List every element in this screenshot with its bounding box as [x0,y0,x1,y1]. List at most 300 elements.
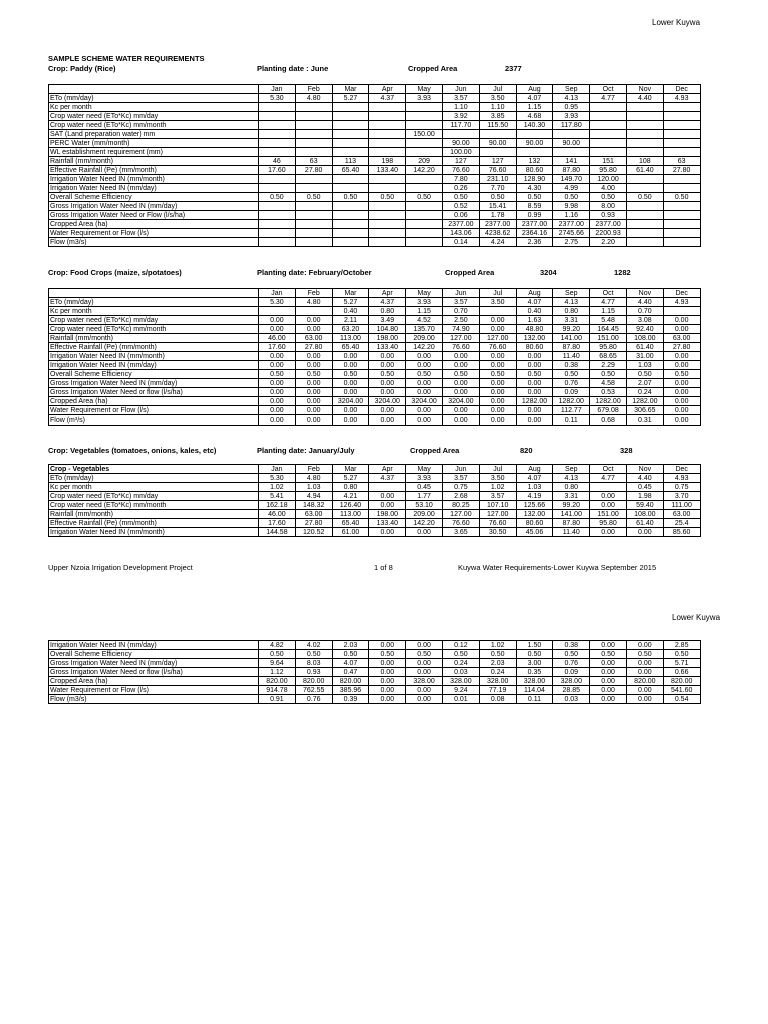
veg-cell: 151.00 [590,510,627,519]
veg-row-label: Effective Rainfall (Pe) (mm/month) [49,519,259,528]
page2-cell: 9.24 [442,686,479,695]
food-cell: 0.40 [332,307,369,316]
paddy-cell [332,184,369,193]
document-title: SAMPLE SCHEME WATER REQUIREMENTS [48,54,205,63]
paddy-cell: 61.40 [626,166,663,175]
food-cell [259,307,296,316]
paddy-cell: 113 [332,157,369,166]
paddy-cell [663,202,700,211]
food-row [49,361,701,370]
food-cell: 61.40 [626,343,663,352]
veg-cell: 3.65 [442,528,479,537]
paddy-cell [626,103,663,112]
food-cell: 27.80 [295,343,332,352]
paddy-cell [369,103,406,112]
food-cell: 4.13 [553,298,590,307]
veg-cell: 25.4 [663,519,700,528]
food-cell: 3204.00 [406,397,443,406]
food-cell: 1.15 [406,307,443,316]
veg-cell: 133.40 [369,519,406,528]
paddy-cell: 2377.00 [516,220,553,229]
paddy-cell [590,139,627,148]
paddy-month-header: Jul [479,85,516,94]
veg-cell: 4.07 [516,474,553,483]
page2-row [49,695,701,704]
food-cell: 0.11 [553,415,590,426]
paddy-row-label: Crop water need (ETo*Kc) mm/month [49,121,259,130]
food-cell: 1.03 [626,361,663,370]
paddy-cell: 46 [259,157,296,166]
paddy-cell [590,148,627,157]
food-row-label: Crop water need (ETo*Kc) mm/day [49,316,259,325]
paddy-cell [406,175,443,184]
paddy-cell: 2377.00 [479,220,516,229]
page2-cell: 1.02 [479,641,516,650]
veg-planting-date: Planting date: January/July [257,446,355,455]
page2-row [49,677,701,686]
paddy-cell [663,175,700,184]
food-cell: 0.00 [442,388,479,397]
food-cell: 4.52 [406,316,443,325]
food-month-header: Dec [663,289,700,298]
veg-month-header: Apr [369,465,406,474]
food-cell: 0.50 [626,370,663,379]
paddy-cell: 117.70 [442,121,479,130]
page2-row [49,650,701,659]
food-cell: 0.00 [295,361,332,370]
food-cell: 3204.00 [332,397,369,406]
paddy-month-header: Jun [442,85,479,94]
food-cell: 5.30 [259,298,296,307]
paddy-row [49,202,701,211]
paddy-cell: 63 [295,157,332,166]
food-row [49,397,701,406]
paddy-cell [295,220,332,229]
veg-month-header: Nov [626,465,663,474]
paddy-cell [369,211,406,220]
food-cell: 0.00 [516,415,553,426]
veg-cell: 3.57 [479,492,516,501]
food-cell: 5.27 [332,298,369,307]
veg-row [49,483,701,492]
paddy-cell [332,220,369,229]
paddy-row [49,175,701,184]
paddy-row [49,130,701,139]
veg-cell: 53.10 [406,501,443,510]
veg-cell: 1.98 [626,492,663,501]
food-cell: 0.00 [442,361,479,370]
food-planting-date: Planting date: February/October [257,268,372,277]
paddy-cell: 2377.00 [553,220,590,229]
food-row-label: Rainfall (mm/month) [49,334,259,343]
paddy-cell: 3.85 [479,112,516,121]
food-month-header: Jan [259,289,296,298]
paddy-cell: 65.40 [332,166,369,175]
paddy-row [49,166,701,175]
food-cell: 0.00 [516,361,553,370]
veg-header-label: Crop - Vegetables [49,465,259,474]
paddy-cell: 100.00 [442,148,479,157]
paddy-cell [479,130,516,139]
page2-cell: 1.12 [259,668,296,677]
paddy-cell [663,211,700,220]
paddy-cell: 120.00 [590,175,627,184]
paddy-cell [332,229,369,238]
page2-cell: 0.91 [259,695,296,704]
food-cell: 63.20 [332,325,369,334]
paddy-row-label: Kc per month [49,103,259,112]
paddy-month-header: Oct [590,85,627,94]
veg-cell: 4.21 [332,492,369,501]
food-cell: 0.80 [369,307,406,316]
food-cell: 0.00 [406,388,443,397]
paddy-cell: 1.16 [553,211,590,220]
paddy-cell: 0.50 [516,193,553,202]
veg-table [48,464,701,537]
paddy-cell [369,220,406,229]
food-cell: 0.00 [516,379,553,388]
veg-cell: 3.50 [479,474,516,483]
page2-header-location: Lower Kuywa [672,613,721,622]
veg-month-header: Oct [590,465,627,474]
page2-cell: 914.78 [259,686,296,695]
page2-cell: 0.00 [406,686,443,695]
page2-cell: 0.03 [442,668,479,677]
food-cell: 0.00 [332,406,369,415]
paddy-row [49,220,701,229]
veg-cell: 107.10 [479,501,516,510]
paddy-cell: 140.30 [516,121,553,130]
food-cell: 0.00 [369,406,406,415]
food-cell: 0.50 [369,370,406,379]
paddy-cell: 2200.93 [590,229,627,238]
paddy-cell: 4.07 [516,94,553,103]
paddy-cell: 0.50 [479,193,516,202]
food-row-label: Effective Rainfall (Pe) (mm/month) [49,343,259,352]
paddy-cell [663,112,700,121]
paddy-cell [516,148,553,157]
food-area-label: Cropped Area [445,268,495,277]
food-cell: 142.20 [406,343,443,352]
paddy-cell: 0.50 [553,193,590,202]
food-cell: 0.00 [295,388,332,397]
food-cell: 0.00 [259,361,296,370]
veg-cell: 0.45 [626,483,663,492]
food-cell: 4.37 [369,298,406,307]
paddy-cell [626,139,663,148]
page2-cell: 0.00 [406,641,443,650]
veg-row-label: Rainfall (mm/month) [49,510,259,519]
paddy-cell [369,229,406,238]
food-cell: 164.45 [590,325,627,334]
veg-cell: 4.19 [516,492,553,501]
paddy-area-value: 2377 [505,64,522,73]
page2-cell: 0.76 [295,695,332,704]
food-cell: 0.00 [663,415,700,426]
paddy-cell [626,112,663,121]
food-cell: 2.11 [332,316,369,325]
page2-cell: 4.82 [259,641,296,650]
paddy-cell [332,148,369,157]
paddy-cell: 4238.62 [479,229,516,238]
food-cell: 132.00 [516,334,553,343]
paddy-row-label: Gross Irrigation Water Need IN (mm/day) [49,202,259,211]
page2-cell: 0.50 [259,650,296,659]
paddy-cell [553,148,590,157]
paddy-row [49,238,701,247]
veg-cell: 1.03 [295,483,332,492]
paddy-row-label: Cropped Area (ha) [49,220,259,229]
food-cell: 3.50 [479,298,516,307]
page2-cell: 328.00 [442,677,479,686]
paddy-cell: 4.40 [626,94,663,103]
paddy-cell [295,211,332,220]
veg-area-value: 820 [520,446,533,455]
food-cell: 3.08 [626,316,663,325]
paddy-cell [369,202,406,211]
page2-cell: 0.11 [516,695,553,704]
food-cell: 0.00 [479,415,516,426]
veg-cell: 61.00 [332,528,369,537]
food-row [49,334,701,343]
paddy-cell: 3.93 [406,94,443,103]
page2-cell: 0.47 [332,668,369,677]
paddy-cell [553,130,590,139]
paddy-cell [663,238,700,247]
page2-cell: 0.00 [626,695,663,704]
paddy-cell [406,220,443,229]
paddy-cell [295,148,332,157]
paddy-cell: 80.60 [516,166,553,175]
food-cell: 0.00 [406,352,443,361]
veg-cell: 80.25 [442,501,479,510]
paddy-cell [590,121,627,130]
veg-cell: 111.00 [663,501,700,510]
paddy-month-header: Aug [516,85,553,94]
food-cell: 0.00 [332,388,369,397]
food-area-value-2: 1282 [614,268,631,277]
paddy-cell: 132 [516,157,553,166]
food-cell: 0.00 [332,379,369,388]
paddy-cell: 27.80 [663,166,700,175]
veg-cell: 4.77 [590,474,627,483]
food-cell: 127.00 [442,334,479,343]
food-row [49,415,701,426]
paddy-cell: 117.80 [553,121,590,130]
veg-cell: 63.00 [663,510,700,519]
food-cell: 31.00 [626,352,663,361]
page2-row [49,641,701,650]
veg-month-header: Jan [259,465,296,474]
paddy-cell: 133.40 [369,166,406,175]
food-cell: 0.24 [626,388,663,397]
paddy-cell: 127 [442,157,479,166]
veg-cell: 63.00 [295,510,332,519]
veg-row [49,510,701,519]
food-cell: 0.00 [406,406,443,415]
paddy-cell [259,202,296,211]
paddy-cell: 5.27 [332,94,369,103]
paddy-cell [406,229,443,238]
veg-month-header: Jun [442,465,479,474]
food-cell: 0.00 [663,397,700,406]
paddy-cell: 8.59 [516,202,553,211]
food-cell [479,307,516,316]
food-cell: 0.00 [479,406,516,415]
paddy-row-label: Rainfall (mm/month) [49,157,259,166]
veg-row-label: ETo (mm/day) [49,474,259,483]
food-row-label: Cropped Area (ha) [49,397,259,406]
food-cell: 4.40 [626,298,663,307]
paddy-cell [626,121,663,130]
food-cell: 76.60 [479,343,516,352]
page2-cell: 820.00 [295,677,332,686]
veg-cell: 0.00 [369,492,406,501]
food-cell: 0.50 [553,370,590,379]
food-month-header: Sep [553,289,590,298]
veg-cell: 17.60 [259,519,296,528]
paddy-cell: 1.10 [479,103,516,112]
page2-veg-table [48,640,701,704]
food-cell: 5.48 [590,316,627,325]
veg-cell: 3.70 [663,492,700,501]
food-cell: 0.00 [663,361,700,370]
food-cell: 0.76 [553,379,590,388]
paddy-cell: 0.95 [553,103,590,112]
page2-cell: 0.50 [626,650,663,659]
page2-cell: 0.00 [626,668,663,677]
food-cell: 63.00 [663,334,700,343]
paddy-cell [406,148,443,157]
paddy-cell: 4.93 [663,94,700,103]
veg-cell: 4.80 [295,474,332,483]
page2-row-label: Overall Scheme Efficiency [49,650,259,659]
paddy-cell [259,238,296,247]
page2-cell: 5.71 [663,659,700,668]
paddy-crop-label: Crop: Paddy (Rice) [48,64,116,73]
veg-month-header: May [406,465,443,474]
veg-cell: 85.60 [663,528,700,537]
paddy-row-label: PERC Water (mm/month) [49,139,259,148]
paddy-month-header: May [406,85,443,94]
page2-cell: 2.85 [663,641,700,650]
paddy-cell: 0.99 [516,211,553,220]
food-cell: 11.40 [553,352,590,361]
veg-cell: 3.57 [442,474,479,483]
paddy-cell: 3.92 [442,112,479,121]
paddy-cell [626,202,663,211]
page2-cell: 0.50 [442,650,479,659]
paddy-cell [626,130,663,139]
veg-cell: 4.94 [295,492,332,501]
paddy-cell [332,130,369,139]
food-cell: 0.00 [516,352,553,361]
page2-cell: 0.50 [590,650,627,659]
paddy-cell [295,202,332,211]
paddy-cell: 76.60 [479,166,516,175]
paddy-cell: 128.90 [516,175,553,184]
page2-row [49,668,701,677]
paddy-cell [369,238,406,247]
paddy-cell [479,148,516,157]
food-cell: 151.00 [590,334,627,343]
veg-cell: 1.02 [479,483,516,492]
veg-crop-label: Crop: Vegetables (tomatoes, onions, kales, etc) [48,446,217,455]
paddy-header-label [49,85,259,94]
paddy-cell [369,121,406,130]
page2-row-label: Flow (m3/s) [49,695,259,704]
veg-cell: 127.00 [442,510,479,519]
veg-cell: 0.00 [626,528,663,537]
food-cell: 0.00 [295,406,332,415]
food-month-header: Jul [479,289,516,298]
paddy-cell: 0.26 [442,184,479,193]
veg-cell: 80.60 [516,519,553,528]
paddy-cell [663,148,700,157]
paddy-cell: 108 [626,157,663,166]
food-cell: 3204.00 [369,397,406,406]
paddy-cell [626,184,663,193]
paddy-cell [259,211,296,220]
food-cell: 0.00 [259,415,296,426]
paddy-row [49,193,701,202]
food-cell: 0.00 [369,352,406,361]
paddy-cell [295,103,332,112]
food-cell: 0.00 [259,397,296,406]
paddy-row-label: SAT (Land preparation water) mm [49,130,259,139]
paddy-cell: 3.93 [553,112,590,121]
food-cell: 0.00 [295,316,332,325]
paddy-row [49,94,701,103]
paddy-month-header: Sep [553,85,590,94]
paddy-cell: 0.14 [442,238,479,247]
food-cell: 0.00 [259,388,296,397]
veg-cell: 209.00 [406,510,443,519]
food-area-value: 3204 [540,268,557,277]
paddy-cell: 2.36 [516,238,553,247]
food-cell: 0.00 [442,406,479,415]
food-row-label: ETo (mm/day) [49,298,259,307]
food-cell: 0.70 [626,307,663,316]
food-cell: 4.80 [295,298,332,307]
paddy-cell [332,139,369,148]
food-cell: 0.50 [479,370,516,379]
veg-cell: 126.40 [332,501,369,510]
page2-cell: 1.50 [516,641,553,650]
paddy-row [49,184,701,193]
food-month-header: Aug [516,289,553,298]
page2-cell: 0.00 [369,668,406,677]
veg-area-value-2: 328 [620,446,633,455]
veg-cell: 113.00 [332,510,369,519]
veg-cell: 4.40 [626,474,663,483]
paddy-cell [295,121,332,130]
paddy-cell [626,220,663,229]
food-row-label: Crop water need (ETo*Kc) mm/month [49,325,259,334]
paddy-row-label: Crop water need (ETo*Kc) mm/day [49,112,259,121]
page2-cell: 0.38 [553,641,590,650]
food-cell: 0.00 [442,415,479,426]
food-row-label: Water Requirement or Flow (l/s) [49,406,259,415]
veg-header-row [49,465,701,474]
food-row [49,343,701,352]
paddy-row [49,112,701,121]
food-row-label: Flow (m³/s) [49,415,259,426]
paddy-cell: 4.13 [553,94,590,103]
page2-row-label: Gross Irrigation Water Need IN (mm/day) [49,659,259,668]
food-cell: 0.50 [332,370,369,379]
veg-cell: 76.60 [479,519,516,528]
